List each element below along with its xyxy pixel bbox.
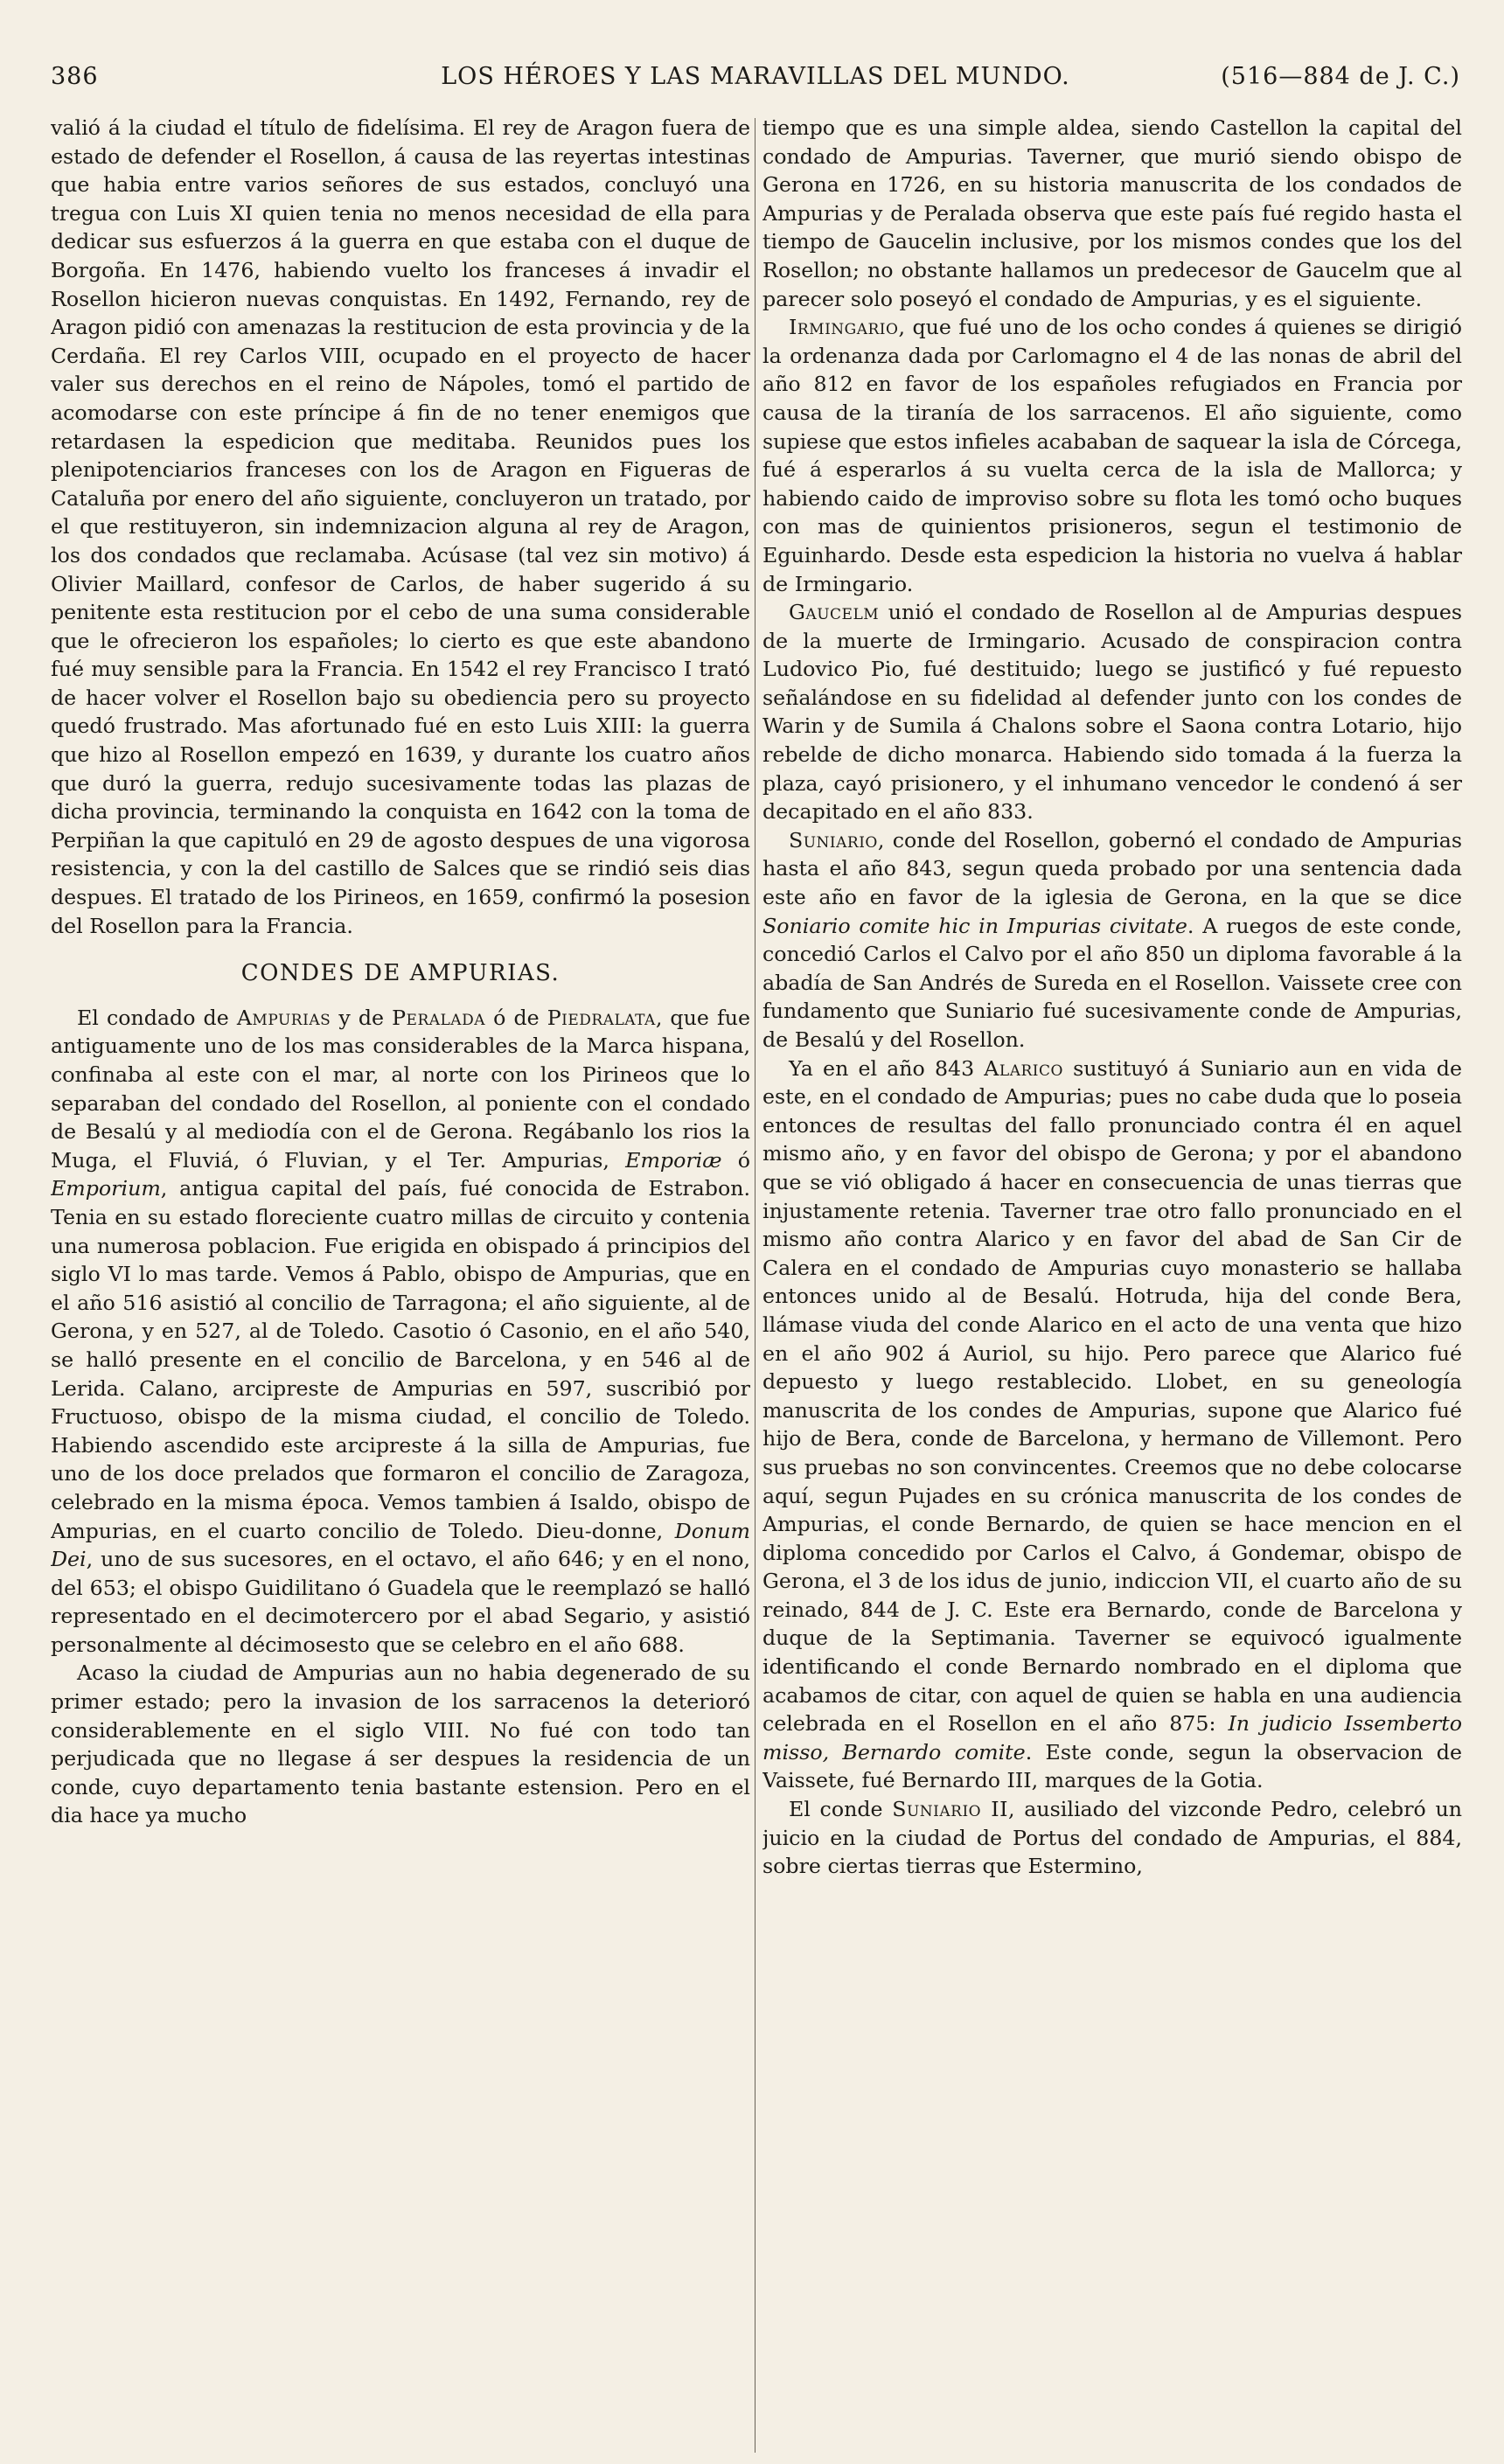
paragraph-continuation: tiempo que es una simple aldea, siendo Castellon la capital del condado de Ampurias. Taverner, que murió siendo obispo de Gerona en 1726, en su historia manuscrita de los condados de Ampurias y de Peralada observa que este país fué regido hasta el tiempo de Gaucelin inclusive, por los mismos condes que los del Rosellon; no obstante hallamos un predecesor de Gaucelm que al parecer solo poseyó el condado de Ampurias, y es el siguiente. [762, 115, 1462, 311]
paragraph-ampurias-decline: Acaso la ciudad de Ampurias aun no habia degenerado de su primer estado; pero la invasion de los sarracenos la deterioró considerablemente en el siglo VIII. No fué con todo tan perjudicada que no llegase á ser despues la residencia de un conde, cuyo departamento tenia bastante estension. Pero en el dia hace ya mucho [51, 1660, 750, 1828]
paragraph-rosellon-history: valió á la ciudad el título de fidelísima. El rey de Aragon fuera de estado de defender el Rosellon, á causa de las reyertas intestinas que habia entre varios señores de sus estados, concluyó una tregua con Luis XI quien tenia no menos necesidad de ella para dedicar sus esfuerzos á la guerra en que estaba con el duque de Borgoña. En 1476, habiendo vuelto los franceses á invadir el Rosellon hicieron nuevas conquistas. En 1492, Fernando, rey de Aragon pidió con amenazas la restitucion de esta provincia y de la Cerdaña. El rey Carlos VIII, ocupado en el proyecto de hacer valer sus derechos en el reino de Nápoles, tomó el partido de acomodarse con este príncipe á fin de no tener enemigos que retardasen la espedicion que meditaba. Reunidos pues los plenipotenciarios franceses con los de Aragon en Figueras de Cataluña por enero del año siguiente, concluyeron un tratado, por el que restituyeron, sin indemnizacion alguna al rey de Aragon, los dos condados que reclamaba. Acúsase (tal vez sin motivo) á Olivier Maillard, confesor de Carlos, de haber sugerido á su penitente esta restitucion por el cebo de una suma considerable que le ofrecieron los españoles; lo cierto es que este abandono fué muy sensible para la Francia. En 1542 el rey Francisco I trató de hacer volver el Rosellon bajo su obediencia pero su proyecto quedó frustrado. Mas afortunado fué en esto Luis XIII: la guerra que hizo al Rosellon empezó en 1639, y durante los cuatro años que duró la guerra, redujo sucesivamente todas las plazas de dicha provincia, terminando la conquista en 1642 con la toma de Perpiñan la que capituló en 29 de agosto despues de una vigorosa resistencia, y con la del castillo de Salces que se rindió seis dias despues. El tratado de los Pirineos, en 1659, confirmó la posesion del Rosellon para la Francia. [51, 115, 750, 938]
paragraph-irmingario: Irmingario, que fué uno de los ocho condes á quienes se dirigió la ordenanza dada por Carlomagno el 4 de las nonas de abril del año 812 en favor de los españoles refugiados en Francia por causa de la tiranía de los sarracenos. El año siguiente, como supiese que estos infieles acababan de saquear la isla de Córcega, fué á esperarlos á su vuelta cerca de la isla de Mallorca; y habiendo caido de improviso sobre su flota les tomó ocho buques con mas de quinientos prisioneros, segun el testimonio de Eguinhardo. Desde esta espedicion la historia no vuelva á hablar de Irmingario. [762, 315, 1462, 596]
page-number: 386 [51, 63, 99, 90]
left-column [51, 114, 750, 2447]
name-suniario: Suniario [789, 827, 878, 853]
date-range: (516—884 de J. C.) [1221, 63, 1460, 90]
name-suniario-ii: Suniario II [892, 1797, 1009, 1822]
paragraph-gaucelm: Gaucelm unió el condado de Rosellon al de Ampurias despues de la muerte de Irmingario. Acusado de conspiracion contra Ludovico Pio, fué destituido; luego se justificó y fué repuesto señalándose en su fidelidad al defender junto con los condes de Warin y de Sumila á Chalons sobre el Saona contra Lotario, hijo rebelde de dicho monarca. Habiendo sido tomada á la fuerza la plaza, cayó prisionero, y el inhumano vencedor le condenó á ser decapitado en el año 833. [762, 600, 1462, 825]
name-irmingario: Irmingario [789, 315, 899, 340]
paragraph-suniario-ii: El conde Suniario II, ausiliado del vizconde Pedro, celebró un juicio en la ciudad de Portus del condado de Ampurias, el 884, sobre ciertas tierras que Estermino, [762, 1797, 1462, 1879]
paragraph-suniario: Suniario, conde del Rosellon, gobernó el condado de Ampurias hasta el año 843, segun queda probado por una sentencia dada este año en favor de la iglesia de Gerona, en la que se dice Soniario comite hic in Impurias civitate. A ruegos de este conde, concedió Carlos el Calvo por el año 850 un diploma favorable á la abadía de San Andrés de Sureda en el Rosellon. Vaissete cree con fundamento que Suniario fué sucesivamente conde de Ampurias, de Besalú y del Rosellon. [762, 827, 1462, 1052]
name-alarico: Alarico [984, 1055, 1063, 1081]
paragraph-alarico: Ya en el año 843 Alarico sustituyó á Suniario aun en vida de este, en el condado de Ampurias; pues no cabe duda que lo poseia entonces de resultas del fallo pronunciado contra él en aquel mismo año, y en favor del obispo de Gerona; y por el abandono que se vió obligado á hacer en consecuencia de unas tierras que injustamente retenia. Taverner trae otro fallo pronunciado en el mismo año contra Alarico y en favor del abad de San Cir de Calera en el condado de Ampurias cuyo monasterio se hallaba entonces unido al de Besalú. Hotruda, hija del conde Bera, llámase viuda del conde Alarico en el acto de una venta que hizo en el año 902 á Auriol, su hijo. Pero parece que Alarico fué depuesto y luego restablecido. Llobet, en su geneología manuscrita de los condes de Ampurias, supone que Alarico fué hijo de Bera, conde de Barcelona, y hermano de Villemont. Pero sus pruebas no son convincentes. Creemos que no debe colocarse aquí, segun Pujades en su crónica manuscrita de los condes de Ampurias, el conde Bernardo, de quien se hace mencion en el diploma concedido por Carlos el Calvo, á Gondemar, obispo de Gerona, el 3 de los idus de junio, indiccion VII, el cuarto año de su reinado, 844 de J. C. Este era Bernardo, conde de Barcelona y duque de la Septimania. Taverner se equivocó igualmente identificando el conde Bernardo nombrado en el diploma que acabamos de citar, con aquel de quien se habla en una audiencia celebrada en el Rosellon en el año 875: In judicio Issemberto misso, Bernardo comite. Este conde, segun la observacion de Vaissete, fué Bernardo III, marques de la Gotia. [762, 1055, 1462, 1793]
right-column [762, 114, 1462, 2447]
section-heading: CONDES DE AMPURIAS. [240, 960, 561, 987]
running-header [51, 63, 1460, 103]
name-gaucelm: Gaucelm [789, 600, 880, 625]
book-title: LOS HÉROES Y LAS MARAVILLAS DEL MUNDO. [441, 63, 1070, 90]
paragraph-ampurias-intro: El condado de Ampurias y de Peralada ó de Piedralata, que fue antiguamente uno de los mas considerables de la Marca hispana, confinaba al este con el mar, al norte con los Pirineos que lo separaban del condado del Rosellon, al poniente con el condado de Besalú y al mediodía con el de Gerona. Regábanlo los rios la Muga, el Fluviá, ó Fluvian, y el Ter. Ampurias, Emporiæ ó Emporium, antigua capital del país, fué conocida de Estrabon. Tenia en su estado floreciente cuatro millas de circuito y contenia una numerosa poblacion. Fue erigida en obispado á principios del siglo VI lo mas tarde. Vemos á Pablo, obispo de Ampurias, que en el año 516 asistió al concilio de Tarragona; el año siguiente, al de Gerona, y en 527, al de Toledo. Casotio ó Casonio, en el año 540, se halló presente en el concilio de Barcelona, y en 546 al de Lerida. Calano, arcipreste de Ampurias en 597, suscribió por Fructuoso, obispo de la misma ciudad, el concilio de Toledo. Habiendo ascendido este arcipreste á la silla de Ampurias, fue uno de los doce prelados que formaron el concilio de Zaragoza, celebrado en la misma época. Vemos tambien á Isaldo, obispo de Ampurias, en el cuarto concilio de Toledo. Dieu-donne, Donum Dei, uno de sus sucesores, en el octavo, el año 646; y en el nono, del 653; el obispo Guidilitano ó Guadela que le reemplazó se halló representado en el decimotercero por el abad Segario, y asistió personalmente al décimosesto que se celebro en el año 688. [51, 1005, 750, 1657]
